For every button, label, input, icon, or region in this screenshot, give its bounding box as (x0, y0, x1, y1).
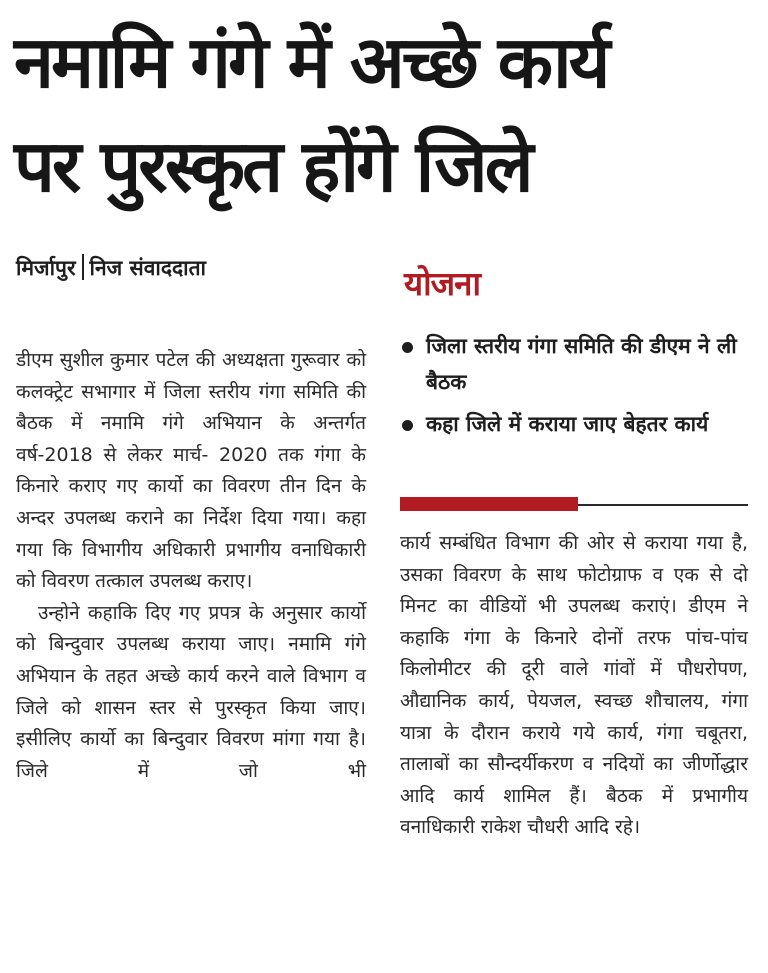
sidebar-bullet-item (400, 328, 750, 400)
sidebar-bullet-text: जिला स्तरीय गंगा समिति की डीएम ने ली बैठक (426, 334, 737, 394)
article-paragraph-2: उन्होने कहाकि दिए गए प्रपत्र के अनुसार कार्यो को बिन्दुवार उपलब्ध कराया जाए। नमामि गंगे अभियान के तहत अच्छे कार्य करने वाले विभाग व जिले को शासन स्तर से पुरस्कृत किया जाए। इसीलिए कार्यो का बिन्दुवार विवरण मांगा गया है। जिले में जो भी (16, 601, 366, 782)
sidebar-bullet-text: कहा जिले में कराया जाए बेहतर कार्य (426, 412, 709, 436)
article-column-right (400, 528, 748, 844)
article-column-left (16, 345, 366, 787)
byline (16, 254, 206, 282)
article-paragraph-1: डीएम सुशील कुमार पटेल की अध्यक्षता गुरूवार को कलक्ट्रेट सभागार में जिला स्तरीय गंगा समिति की बैठक में नमामि गंगे अभियान के अन्तर्गत वर्ष-2018 से लेकर मार्च- 2020 तक गंगा के किनारे कराए गए कार्यो का विवरण तीन दिन के अन्दर उपलब्ध कराने का निर्देश दिया गया। कहा गया कि विभागीय अधिकारी प्रभागीय वनाधिकारी को विवरण तत्काल उपलब्ध कराए। (16, 349, 366, 593)
byline-reporter: निज संवाददाता (89, 256, 206, 280)
headline-line-2: पर पुरस्कृत होंगे जिले (14, 124, 531, 208)
article-paragraph-3: कार्य सम्बंधित विभाग की ओर से कराया गया है, उसका विवरण के साथ फोटोग्राफ व एक से दो मिनट का वीडियों भी उपलब्ध कराएं। डीएम ने कहाकि गंगा के किनारे दोनों तरफ पांच-पांच किलोमीटर की दूरी वाले गांवों में पौधरोपण, औद्यानिक कार्य, पेयजल, स्वच्छ शौचालय, गंगा यात्रा के दौरान कराये गये कार्य, गंगा चबूतरा, तालाबों का सौन्दर्यीकरण व नदियों का जीर्णोद्धार आदि कार्य शामिल हैं। बैठक में प्रभागीय वनाधिकारी राकेश चौधरी आदि रहे। (400, 532, 748, 839)
sidebar-bullet-item (400, 406, 750, 442)
bullet-dot-icon (402, 342, 413, 353)
sidebar-bullet-list (400, 328, 750, 448)
section-divider-accent (400, 497, 578, 511)
sidebar-title: योजना (404, 264, 481, 303)
headline (14, 10, 759, 218)
bullet-dot-icon (402, 420, 413, 431)
headline-line-1: नमामि गंगे में अच्छे कार्य (14, 20, 608, 104)
byline-location: मिर्जापुर (16, 256, 76, 280)
byline-separator (82, 254, 84, 280)
